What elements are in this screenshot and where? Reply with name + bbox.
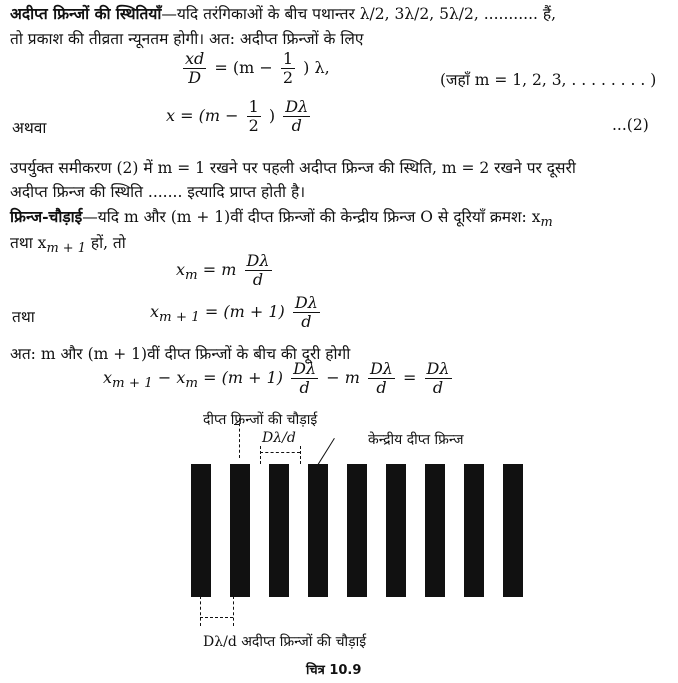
para1-heading: अदीप्त फ्रिन्जों की स्थितियाँ: [10, 4, 162, 23]
bottom-dimension-line: [200, 617, 233, 618]
bright-fringe-bar: [503, 464, 523, 597]
top-dim-tick-right: [300, 446, 301, 464]
bright-fringe-bar: [308, 464, 328, 597]
para3-line1: फ्रिन्ज-चौड़ाई—यदि m और (m + 1)वीं दीप्त फ्रिन्जों की केन्द्रीय फ्रिन्ज O से दूरियाँ क्रमश: $x_m$: [10, 207, 553, 231]
bottom-dim-tick-right: [233, 596, 234, 626]
eq2-dl: $\frac{D\lambda}{d}$: [285, 97, 309, 135]
bright-fringe-bar: [347, 464, 367, 597]
bright-fringe-bar: [464, 464, 484, 597]
eq1-fraction: $\frac{xd}{D}$: [185, 49, 205, 87]
label-dl-top: Dλ/d: [262, 430, 296, 446]
bright-fringe-bar: [269, 464, 289, 597]
bottom-dim-tick-left: [200, 596, 201, 626]
top-dim-tick-left: [260, 446, 261, 464]
eq4-fraction: $\frac{D\lambda}{d}$: [294, 293, 318, 331]
equation-3: $x_m = m$ $\frac{D\lambda}{d}$: [176, 251, 270, 289]
bright-fringe-bar: [425, 464, 445, 597]
eq1-note: (जहाँ m = 1, 2, 3, . . . . . . . . ): [440, 71, 657, 89]
eq1-rhs-post: ) λ,: [303, 58, 330, 77]
para2-line1: उपर्युक्त समीकरण (2) में m = 1 रखने पर पहली अदीप्त फ्रिन्ज की स्थिति, m = 2 रखने पर दूसरी: [10, 159, 576, 177]
eq2-label: अथवा: [12, 119, 47, 137]
eq5-fraction-3: $\frac{D\lambda}{d}$: [426, 359, 450, 397]
eq2-half: $\frac{1}{2}$: [248, 97, 259, 135]
eq3-fraction: $\frac{D\lambda}{d}$: [246, 251, 270, 289]
top-dimension-line: [260, 452, 300, 453]
para1-line1-text: —यदि तरंगिकाओं के बीच पथान्तर λ/2, 3λ/2, 5λ/2, ........... हैं,: [161, 5, 557, 23]
label-dark-width: Dλ/d अदीप्त फ्रिन्जों की चौड़ाई: [203, 634, 367, 650]
eq5-fraction-1: $\frac{D\lambda}{d}$: [293, 359, 317, 397]
para4: अत: m और (m + 1)वीं दीप्त फ्रिन्जों के बीच की दूरी होगी: [10, 345, 351, 363]
equation-4: $x_{m + 1} = (m + 1)$ $\frac{D\lambda}{d}$: [150, 293, 318, 331]
eq2-lhs: x = (m −: [166, 106, 239, 125]
para1-line2: तो प्रकाश की तीव्रता न्यूनतम होगी। अत: अदीप्त फ्रिन्जों के लिए: [10, 30, 364, 48]
eq4-label: तथा: [12, 308, 35, 326]
equation-5: $x_{m + 1} - x_m = (m + 1)$ $\frac{D\lambda}{d}$ − m $\frac{D\lambda}{d}$ = $\frac{D\lambda}{d}$: [103, 359, 450, 397]
eq1-half: $\frac{1}{2}$: [282, 49, 294, 87]
label-bright-width: दीप्त फ्रिन्जों की चौड़ाई: [203, 412, 318, 428]
para3-line2: तथा $x_{m + 1}$ हों, तो: [10, 234, 126, 257]
eq2-number: ...(2): [612, 116, 649, 134]
para2-line2: अदीप्त फ्रिन्ज की स्थिति ....... इत्यादि प्राप्त होती है।: [10, 183, 306, 201]
para3-heading: फ्रिन्ज-चौड़ाई: [10, 207, 83, 226]
label-central-fringe: केन्द्रीय दीप्त फ्रिन्ज: [368, 432, 464, 448]
bright-fringe-bar: [386, 464, 406, 597]
eq5-fraction-2: $\frac{D\lambda}{d}$: [369, 359, 393, 397]
figure-caption: चित्र 10.9: [306, 663, 362, 678]
eq1-rhs-pre: = (m −: [214, 58, 273, 77]
bright-fringe-bar: [230, 464, 250, 597]
para3-line1-text: —यदि m और (m + 1)वीं दीप्त फ्रिन्जों की केन्द्रीय फ्रिन्ज O से दूरियाँ क्रमश: x: [82, 208, 541, 226]
bright-fringe-bar: [191, 464, 211, 597]
eq2-close: ): [268, 106, 276, 125]
bright-width-tick: [234, 424, 240, 425]
